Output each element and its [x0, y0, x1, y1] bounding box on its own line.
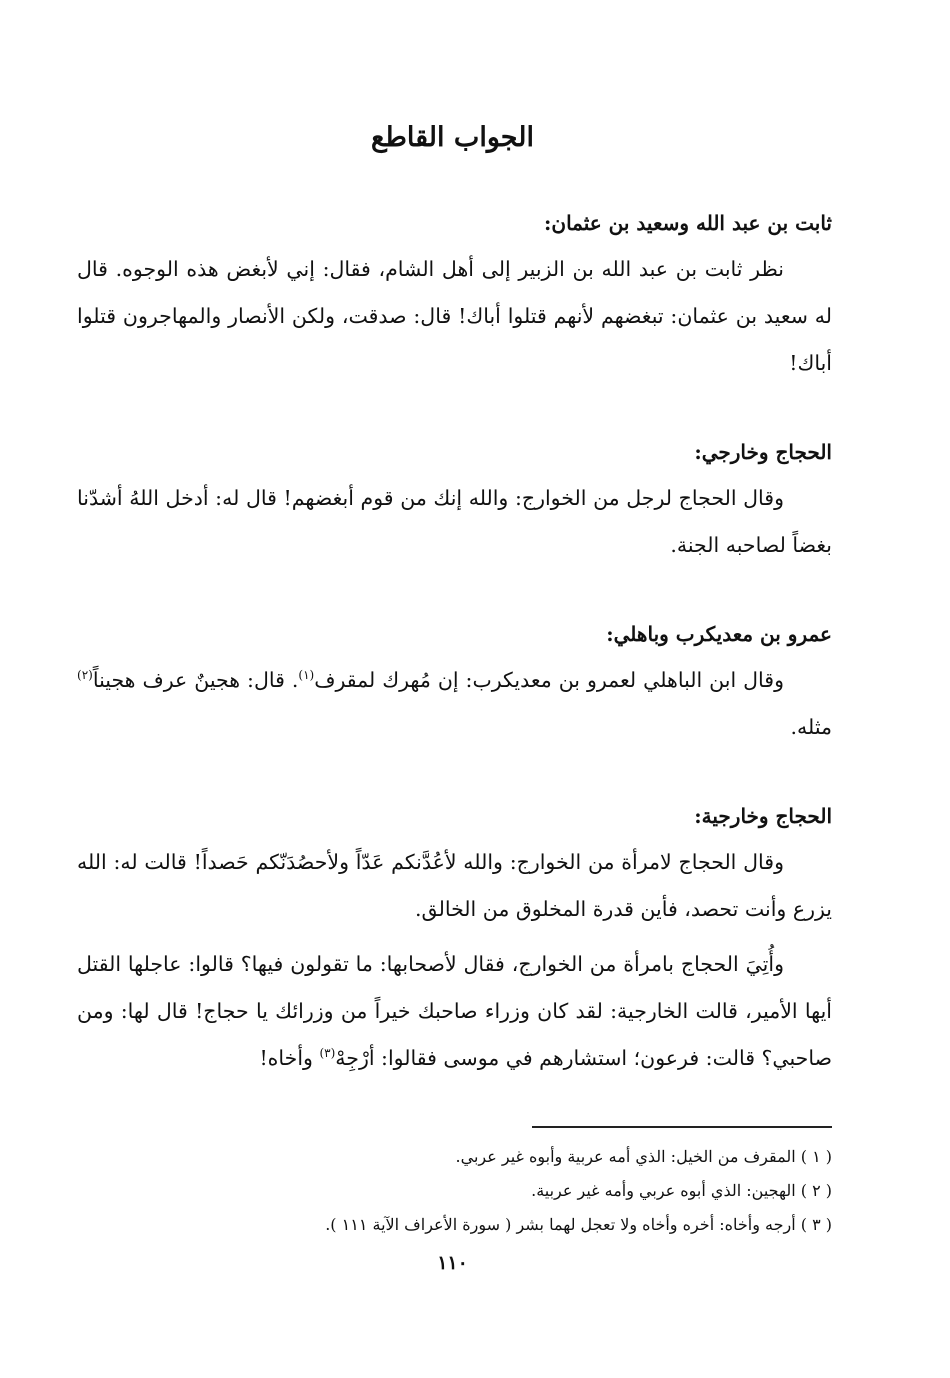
section-heading: الحجاج وخارجية: — [694, 804, 832, 828]
section-heading: الحجاج وخارجي: — [694, 440, 832, 464]
footnote: ( ٢ ) الهجين: الذي أبوه عربي وأمه غير عربية. — [531, 1181, 832, 1200]
running-title: الجواب القاطع — [371, 122, 534, 153]
paragraph: نظر ثابت بن عبد الله بن الزبير إلى أهل الشام، فقال: إني لأبغض هذه الوجوه. قال له سعيد بن عثمان: تبغضهم لأنهم قتلوا أباك! قال: صدقت، ولكن الأنصار والمهاجرون قتلوا أباك! — [77, 257, 832, 375]
paragraph-text: مثله. — [790, 715, 832, 739]
section-heading: ثابت بن عبد الله وسعيد بن عثمان: — [544, 211, 832, 235]
footnote-ref: (٢) — [77, 668, 93, 683]
paragraph — [77, 657, 832, 751]
footnote-ref: (٣) — [319, 1046, 336, 1061]
paragraph-text: وقال ابن الباهلي لعمرو بن معديكرب: إن مُهرك لمقرف — [314, 668, 784, 692]
paragraph — [77, 941, 832, 1082]
footnote-ref: (١) — [298, 668, 315, 683]
paragraph-text: وأُتِيَ الحجاج بامرأة من الخوارج، فقال لأصحابها: ما تقولون فيها؟ قالوا: عاجلها القتل أيها الأمير، قالت الخارجية: لقد كان وزراء صاحبك خيراً من وزرائك يا حجاج! قال لها: ومن صاحبي؟ قالت: فرعون؛ استشارهم في موسى فقالوا: أرْجِهْ — [77, 952, 832, 1070]
paragraph: وقال الحجاج لرجل من الخوارج: والله إنك من قوم أبغضهم! قال له: أدخل اللهُ أشدّنا بغضاً لصاحبه الجنة. — [77, 486, 832, 557]
page-number: ١١٠ — [437, 1252, 468, 1274]
footnote: ( ١ ) المقرف من الخيل: الذي أمه عربية وأبوه غير عربي. — [455, 1147, 832, 1166]
section-heading: عمرو بن معديكرب وباهلي: — [606, 622, 832, 646]
page-content — [77, 200, 832, 1082]
section-hajjaj-kharijiya — [77, 793, 832, 1082]
paragraph: وقال الحجاج لامرأة من الخوارج: والله لأعُدَّنكم عَدّاً ولأحصُدَنّكم حَصداً! قالت له: الله يزرع وأنت تحصد، فأين قدرة المخلوق من الخالق. — [77, 850, 832, 921]
footnote: ( ٣ ) أرجه وأخاه: أخره وأخاه ولا تعجل لهما بشر ( سورة الأعراف الآية ١١١ ). — [325, 1215, 832, 1234]
section-amr-bahili — [77, 611, 832, 751]
section-hajjaj-khariji — [77, 429, 832, 569]
section-thabit — [77, 200, 832, 387]
paragraph-text: وأخاه! — [259, 1046, 320, 1070]
footnote-divider — [532, 1126, 832, 1128]
paragraph-text: . قال: هجينٌ عرف هجيناً — [92, 668, 299, 692]
footnotes — [77, 1140, 832, 1242]
